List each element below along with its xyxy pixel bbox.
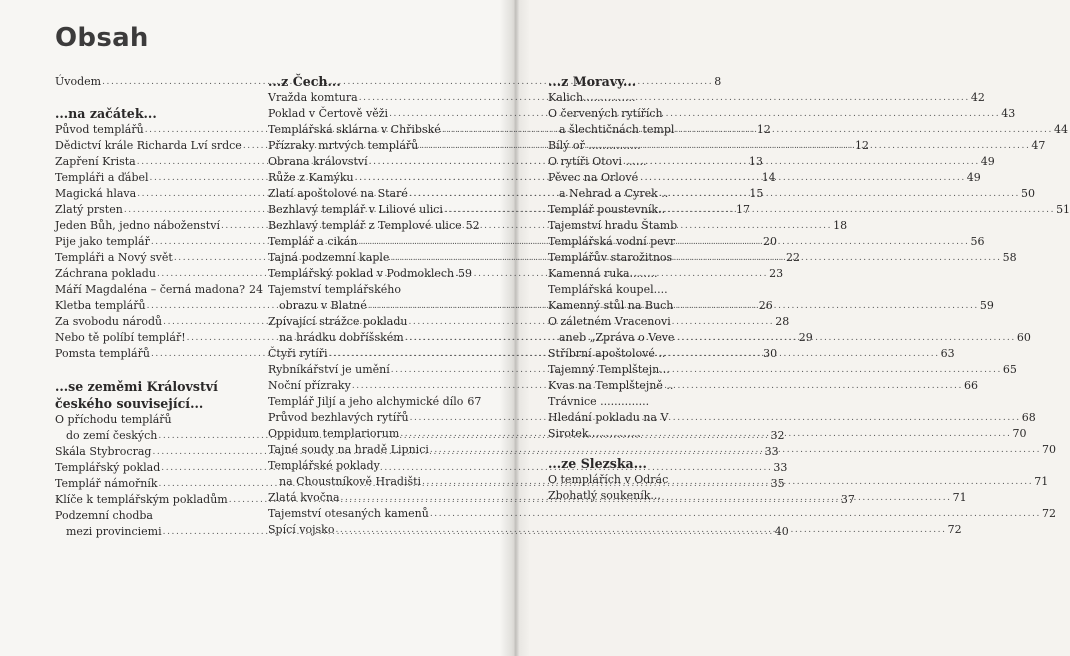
- toc-entry-title: na Choustníkově Hradišti: [279, 475, 422, 488]
- toc-page-number: 8: [714, 75, 722, 88]
- toc-entry-text: a Nehrad a Cyrek ..: [559, 187, 669, 200]
- toc-page-number: 63: [940, 347, 955, 360]
- toc-entry-text: O záletném Vracenovi: [548, 315, 671, 328]
- dot-leader: [391, 362, 1002, 378]
- toc-entry-title: Templářský poklad: [55, 461, 161, 474]
- toc-entry-title: Úvodem: [55, 75, 102, 88]
- toc-entry-title: Obrana království: [268, 155, 368, 168]
- dot-leader: [405, 330, 1016, 346]
- toc-entry-text: Templářské poklady: [268, 459, 380, 472]
- toc-page-number: 47: [1031, 139, 1046, 152]
- toc-entry-text: Tajemství templářského: [268, 283, 401, 296]
- toc-page-number: 71: [952, 491, 967, 504]
- toc-entry-title: Čtyři rytíři: [268, 347, 328, 360]
- toc-entry-title: Noční přízraky: [268, 379, 351, 392]
- toc-entry-text: Templářská vodní pevr: [548, 235, 676, 248]
- toc-entry-title: Tajná podzemní kaple: [268, 251, 390, 264]
- toc-entry-title: Vražda komtura: [268, 91, 358, 104]
- dot-leader: [400, 426, 1011, 442]
- toc-entry-text: Zpívající strážce pokladu: [268, 315, 408, 328]
- toc-page-number: 59: [979, 299, 994, 312]
- toc-page-number: 35: [770, 477, 785, 490]
- toc-entry-title: Poklad v Čertově věži: [268, 107, 389, 120]
- dot-leader: [442, 122, 1053, 138]
- toc-page-number: 12: [854, 139, 869, 152]
- toc-entry-title: Skála Stybrocrag: [55, 445, 152, 458]
- toc-page-number: 12: [756, 123, 771, 136]
- toc-page-number: 29: [798, 331, 813, 344]
- toc-page-number: 65: [1002, 363, 1017, 376]
- toc-entry-title: Zlatá kvočna: [268, 491, 340, 504]
- toc-entry-text: Kamenný stůl na Buch: [548, 299, 674, 312]
- toc-entry: [55, 282, 261, 298]
- toc-entry-text: Kamenná ruka........: [548, 267, 658, 280]
- toc-entry-title: Templářský poklad v Podmoklech: [268, 267, 455, 280]
- toc-entry-title: Templář a cikán: [268, 235, 358, 248]
- section-heading: ...se zeměmi Království českého související...: [55, 379, 218, 411]
- dot-leader: [430, 506, 1041, 522]
- toc-page-number: 33: [773, 461, 788, 474]
- section-heading: ...z Čech...: [268, 74, 341, 89]
- toc-entry-title: Bezhlavý templář z Templové ulice: [268, 219, 462, 232]
- dot-leader: [455, 266, 457, 282]
- toc-entry-title: Zlatí apoštolové na Staré: [268, 187, 408, 200]
- toc-page-number: 32: [770, 429, 785, 442]
- toc-page-number: 72: [947, 523, 962, 536]
- toc-page-number: 26: [758, 299, 773, 312]
- toc-page-number: 60: [1016, 331, 1031, 344]
- toc-page-number: 58: [1002, 251, 1017, 264]
- dot-leader: [335, 522, 946, 538]
- dot-leader: [430, 442, 1041, 458]
- toc-page-number: 40: [774, 525, 789, 538]
- dot-leader: [389, 106, 1000, 122]
- spacer: [548, 442, 688, 456]
- toc-page-number: 51: [1056, 203, 1070, 216]
- toc-entry-text: O příchodu templářů: [55, 413, 172, 426]
- toc-page-number: 37: [840, 493, 855, 506]
- toc-page-number: 28: [775, 315, 790, 328]
- toc-entry-title: Templářská sklárna v Chřibské: [268, 123, 441, 136]
- toc-page-number: 30: [763, 347, 778, 360]
- toc-entry-text: aneb „Zpráva o Veve: [559, 331, 675, 344]
- dot-leader: [419, 138, 1030, 154]
- toc-entry-text: Templářská koupel....: [548, 283, 668, 296]
- toc-page-number: 33: [764, 445, 779, 458]
- toc-page-number: 56: [970, 235, 985, 248]
- toc-entry-title: Průvod bezhlavých rytířů: [268, 411, 409, 424]
- toc-entry-text: Pěvec na Orlové: [548, 171, 639, 184]
- toc-entry-title: Pomsta templářů: [55, 347, 150, 360]
- toc-entry-title: Zlatý prsten: [55, 203, 123, 216]
- toc-entry: [268, 394, 482, 410]
- toc-entry-text: Trávnice ..............: [548, 395, 650, 408]
- toc-entry-title: Dědictví krále Richarda Lví srdce: [55, 139, 242, 152]
- toc-entry-text: Bílý oř ...............: [548, 139, 641, 152]
- toc-page-number: 43: [1001, 107, 1016, 120]
- toc-entry-title: Templář Jiljí a jeho alchymické dílo: [268, 395, 464, 408]
- toc-entry-title: Jeden Bůh, jedno náboženství: [55, 219, 220, 232]
- toc-entry-title: Přízraky mrtvých templářů: [268, 139, 419, 152]
- toc-page-number: 70: [1012, 427, 1027, 440]
- toc-entry-text: Templářův starožitnos: [548, 251, 673, 264]
- toc-entry-title: Klíče k templářským pokladům: [55, 493, 228, 506]
- toc-entry: [268, 218, 480, 234]
- toc-entry-title: Za svobodu národů: [55, 315, 163, 328]
- toc-page-number: 67: [467, 395, 482, 408]
- section-heading: ...z Moravy...: [548, 74, 637, 89]
- spacer: [55, 362, 261, 378]
- dot-leader: [422, 474, 1033, 490]
- toc-entry-text: Tajemný Templštejn...: [548, 363, 670, 376]
- toc-entry-title: Pije jako templář: [55, 235, 150, 248]
- toc-page-number: 24: [248, 283, 263, 296]
- toc-entry-title: Templáři a ďábel: [55, 171, 149, 184]
- toc-entry-text: O rytíři Otovi ......: [548, 155, 647, 168]
- toc-page-number: 59: [458, 267, 472, 280]
- toc-entry-title: Máří Magdaléna – černá madona?: [55, 283, 245, 296]
- toc-entry-text: Tajemství hradu Štamb: [548, 219, 678, 232]
- toc-page-number: 13: [748, 155, 763, 168]
- toc-page-number: 20: [762, 235, 777, 248]
- toc-entry-text: Kalich...............: [548, 91, 636, 104]
- dot-leader: [409, 186, 1020, 202]
- toc-page-number: 44: [1053, 123, 1068, 136]
- section-heading: ...na začátek...: [55, 106, 157, 121]
- toc-page-number: 42: [970, 91, 985, 104]
- toc-page-number: 18: [833, 219, 848, 232]
- toc-entry-title: Bezhlavý templář v Liliové ulici: [268, 203, 443, 216]
- toc-entry-text: Stříbrní apoštolové ..: [548, 347, 666, 360]
- toc-entry-title: do zemí českých: [66, 429, 158, 442]
- toc-entry-text: Kvas na Templštejně ..: [548, 379, 674, 392]
- toc-page-number: 52: [465, 219, 480, 232]
- toc-page-number: 71: [1034, 475, 1049, 488]
- toc-entry-text: O templářích v Odrác: [548, 473, 669, 486]
- toc-entry-title: mezi provinciemi: [66, 525, 162, 538]
- toc-entry-text: Zbohatlý soukeník...: [548, 489, 661, 502]
- toc-entry-title: Zapření Krista: [55, 155, 136, 168]
- toc-entry: [268, 506, 1056, 522]
- toc-entry-title: obrazu v Blatné: [279, 299, 367, 312]
- toc-page-number: 70: [1042, 443, 1057, 456]
- toc-page-number: 49: [966, 171, 981, 184]
- toc-entry-title: Záchrana pokladu: [55, 267, 156, 280]
- section-heading: ...ze Slezska...: [548, 456, 647, 471]
- toc-page-number: 66: [963, 379, 978, 392]
- page-title: Obsah: [55, 23, 149, 53]
- toc-page-number: 17: [735, 203, 750, 216]
- toc-entry-title: Nebo tě políbí templář!: [55, 331, 186, 344]
- toc-page-number: 50: [1021, 187, 1035, 200]
- toc-entry-text: Sirotek...............: [548, 427, 641, 440]
- toc-entry: [268, 266, 472, 282]
- toc-page-number: 68: [1021, 411, 1036, 424]
- toc-entry-title: Původ templářů: [55, 123, 144, 136]
- toc-page-number: 49: [980, 155, 995, 168]
- toc-entry-text: a šlechtičnách templ: [559, 123, 675, 136]
- toc-entry-text: O červených rytířích: [548, 107, 663, 120]
- spacer: [55, 90, 261, 106]
- toc-page-number: 72: [1041, 507, 1056, 520]
- toc-entry-title: Rybníkářství je umění: [268, 363, 390, 376]
- toc-page-number: 23: [769, 267, 784, 280]
- dot-leader: [444, 202, 1055, 218]
- toc-entry-text: Podzemní chodba: [55, 509, 153, 522]
- toc-entry-title: Templáři a Nový svět: [55, 251, 173, 264]
- toc-entry-title: Spící vojsko: [268, 523, 335, 536]
- dot-leader: [410, 410, 1021, 426]
- toc-entry-title: Oppidum templariorum: [268, 427, 400, 440]
- toc-column-3: [548, 74, 688, 504]
- toc-page-number: 22: [785, 251, 800, 264]
- toc-page-number: 14: [761, 171, 776, 184]
- toc-page-number: 15: [749, 187, 764, 200]
- dot-leader: [390, 250, 1001, 266]
- toc-entry-title: Tajné soudy na hradě Lipnici: [268, 443, 429, 456]
- toc-entry-title: Templář námořník: [55, 477, 158, 490]
- toc-entry-title: Kletba templářů: [55, 299, 146, 312]
- toc-entry-title: Tajemství otesaných kamenů: [268, 507, 429, 520]
- toc-entry-title: Růže z Kamýku: [268, 171, 354, 184]
- toc-entry-title: na hrádku dobříšském: [279, 331, 404, 344]
- toc-entry-text: Hledání pokladu na V: [548, 411, 669, 424]
- toc-entry-title: Magická hlava: [55, 187, 137, 200]
- toc-entry-text: Templář poustevník..: [548, 203, 666, 216]
